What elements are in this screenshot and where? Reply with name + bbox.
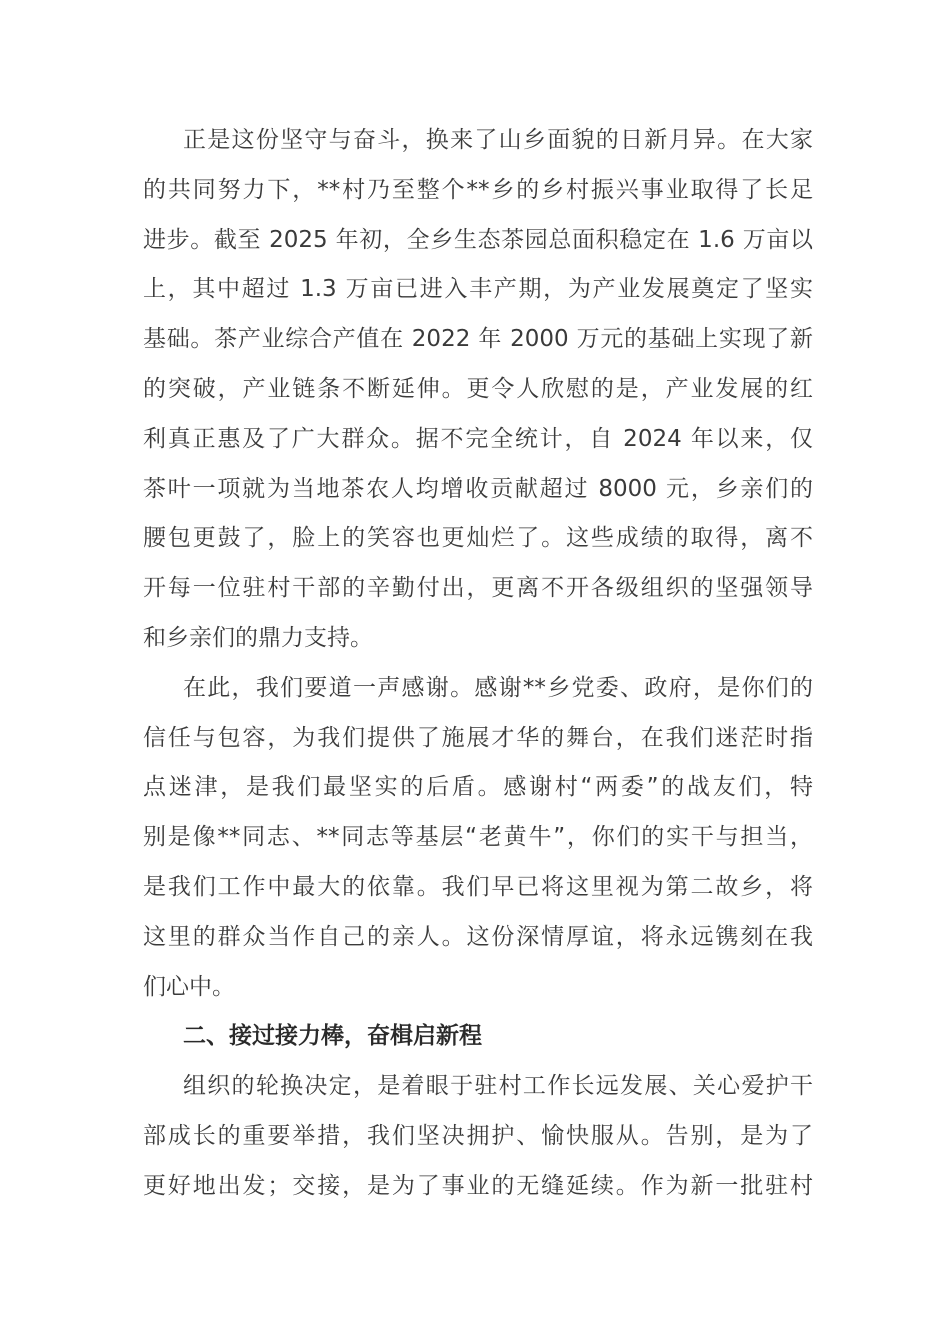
text-line: 上，其中超过 1.3 万亩已进入丰产期，为产业发展奠定了坚实 xyxy=(143,276,813,303)
paragraph-handover xyxy=(143,1062,813,1211)
text-line: 部成长的重要举措，我们坚决拥护、愉快服从。告别，是为了 xyxy=(143,1122,813,1149)
text-line: 茶叶一项就为当地茶农人均增收贡献超过 8000 元，乡亲们的 xyxy=(143,475,813,502)
text-line: 基础。茶产业综合产值在 2022 年 2000 万元的基础上实现了新 xyxy=(143,326,813,353)
text-line: 这里的群众当作自己的亲人。这份深情厚谊，将永远镌刻在我 xyxy=(143,923,813,950)
text-line: 进步。截至 2025 年初，全乡生态茶园总面积稳定在 1.6 万亩以 xyxy=(143,226,813,253)
text-line: 别是像**同志、**同志等基层“老黄牛”，你们的实干与担当， xyxy=(143,824,813,851)
text-line: 利真正惠及了广大群众。据不完全统计，自 2024 年以来，仅 xyxy=(143,425,813,452)
text-line: 是我们工作中最大的依靠。我们早已将这里视为第二故乡，将 xyxy=(143,873,813,900)
text-line: 正是这份坚守与奋斗，换来了山乡面貌的日新月异。在大家 xyxy=(183,127,813,153)
text-line: 点迷津，是我们最坚实的后盾。感谢村“两委”的战友们，特 xyxy=(143,774,813,801)
section-heading: 二、接过接力棒，奋楫启新程 xyxy=(183,1023,482,1050)
text-line: 开每一位驻村干部的辛勤付出，更离不开各级组织的坚强领导 xyxy=(143,575,813,602)
text-line: 们心中。 xyxy=(143,973,235,1000)
text-line: 组织的轮换决定，是着眼于驻村工作长远发展、关心爱护干 xyxy=(183,1073,813,1100)
text-line: 在此，我们要道一声感谢。感谢**乡党委、政府，是你们的 xyxy=(183,674,813,701)
paragraph-thanks xyxy=(143,664,813,1013)
text-line: 信任与包容，为我们提供了施展才华的舞台，在我们迷茫时指 xyxy=(143,724,813,751)
text-line: 和乡亲们的鼎力支持。 xyxy=(143,624,373,651)
text-line: 腰包更鼓了，脸上的笑容也更灿烂了。这些成绩的取得，离不 xyxy=(143,525,813,552)
text-line: 的共同努力下，**村乃至整个**乡的乡村振兴事业取得了长足 xyxy=(143,176,813,203)
paragraph-achievements xyxy=(143,116,813,664)
document-page xyxy=(143,116,813,1212)
text-line: 更好地出发；交接，是为了事业的无缝延续。作为新一批驻村 xyxy=(143,1172,813,1199)
text-line: 的突破，产业链条不断延伸。更令人欣慰的是，产业发展的红 xyxy=(143,375,813,402)
